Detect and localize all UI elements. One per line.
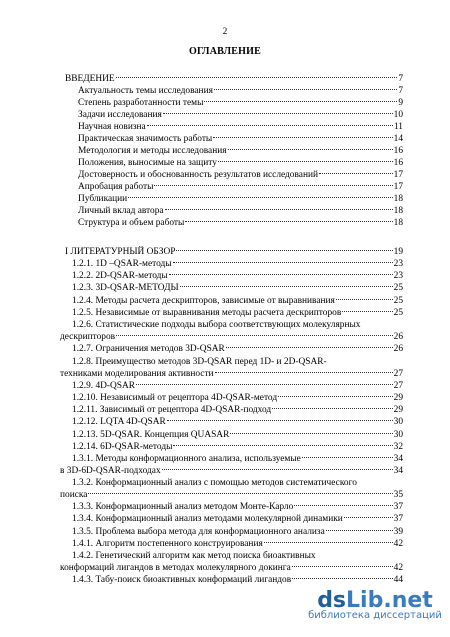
toc-entry-page: 14: [393, 134, 403, 144]
toc-entry-page: 44: [393, 575, 403, 585]
toc-entry-title: 1.2.4. Методы расчета дескрипторов, зависимые от выравнивания: [72, 296, 335, 306]
dot-leader: [228, 149, 393, 150]
toc-entry-title: 1.3.5. Проблема выбора метода для конформационного анализа: [72, 527, 325, 537]
toc-entry-title: дескрипторов: [60, 332, 116, 342]
toc-entry[interactable]: [60, 465, 403, 477]
toc-entry-page: 7: [398, 74, 403, 84]
toc-entry[interactable]: [72, 380, 403, 392]
toc-entry-title: Задачи исследования: [78, 110, 162, 120]
dot-leader: [294, 505, 392, 506]
watermark-subtitle: библиотека диссертаций: [308, 610, 442, 621]
dot-leader: [215, 372, 393, 373]
toc-entry[interactable]: [60, 331, 403, 343]
toc-entry-page: 10: [393, 110, 403, 120]
toc-entry[interactable]: [72, 282, 403, 294]
toc-entry-title: Методология и методы исследования: [78, 146, 227, 156]
dot-leader: [302, 457, 393, 458]
toc-entry-title: Степень разработанности темы: [78, 98, 204, 108]
toc-entry[interactable]: [78, 97, 403, 109]
toc-entry-line: 1.2.6. Статистические подходы выбора соответствующих молекулярных: [72, 320, 361, 330]
toc-entry-title: Научная новизна: [78, 122, 146, 132]
toc-entry-page: 25: [393, 296, 403, 306]
toc-title: ОГЛАВЛЕНИЕ: [189, 46, 261, 57]
toc-entry[interactable]: [72, 258, 403, 270]
toc-entry-page: 17: [393, 170, 403, 180]
toc-entry-page: 39: [393, 527, 403, 537]
dot-leader: [128, 197, 392, 198]
toc-entry-page: 23: [393, 271, 403, 281]
toc-entry-title: 1.2.1. 1D –QSAR-методы: [72, 259, 172, 269]
watermark-logo-prefix: ds: [317, 588, 347, 613]
toc-entry-title: 1.3.3. Конформационный анализ методом Монте-Карло: [72, 502, 294, 512]
toc-entry[interactable]: [72, 526, 403, 538]
toc-entry[interactable]: [78, 133, 403, 145]
dot-leader: [169, 274, 393, 275]
toc-entry-page: 26: [393, 344, 403, 354]
toc-entry-title: Структура и объем работы: [78, 218, 185, 228]
dot-leader: [163, 113, 393, 114]
dot-leader: [292, 578, 392, 579]
toc-entry-title: 1.2.12. LQTA 4D-QSAR: [72, 417, 166, 427]
toc-entry-page: 18: [393, 194, 403, 204]
dot-leader: [214, 89, 397, 90]
toc-entry-title: 1.2.10. Независимый от рецептора 4D-QSAR-метод: [72, 393, 278, 403]
dot-leader: [278, 396, 393, 397]
toc-entry[interactable]: [72, 538, 403, 550]
toc-entry[interactable]: [65, 246, 403, 258]
toc-entry-title: 1.2.5. Независимые от выравнивания методы расчета дескрипторов: [72, 308, 342, 318]
toc-entry-page: 29: [393, 405, 403, 415]
toc-entry-page: 19: [393, 247, 403, 257]
dot-leader: [292, 566, 393, 567]
toc-entry[interactable]: [60, 562, 403, 574]
toc-entry-title: I ЛИТЕРАТУРНЫЙ ОБЗОР: [65, 247, 176, 257]
toc-entry-line: 1.4.2. Генетический алгоритм как метод поиска биоактивных: [72, 551, 316, 561]
dot-leader: [204, 101, 397, 102]
toc-entry[interactable]: [72, 416, 403, 428]
toc-entry-title: Актуальность темы исследования: [78, 86, 213, 96]
toc-entry-page: 18: [393, 218, 403, 228]
toc-entry-page: 11: [393, 122, 403, 132]
toc-entry-title: Личный вклад автора: [78, 206, 164, 216]
toc-entry-page: 16: [393, 158, 403, 168]
toc-entry-page: 37: [393, 514, 403, 524]
toc-entry-page: 9: [398, 98, 403, 108]
toc-entry-page: 23: [393, 259, 403, 269]
toc-entry[interactable]: [72, 429, 403, 441]
dot-leader: [154, 185, 392, 186]
toc-entry-title: Практическая значимость работы: [78, 134, 213, 144]
toc-entry[interactable]: [72, 513, 403, 525]
toc-entry-title: 1.2.3. 3D-QSAR-МЕТОДЫ: [72, 283, 179, 293]
toc-entry-page: 7: [398, 86, 403, 96]
toc-entry[interactable]: [78, 193, 403, 205]
page-number: 2: [222, 26, 228, 36]
toc-entry-page: 35: [393, 490, 403, 500]
toc-entry-page: 42: [393, 563, 403, 573]
toc-entry[interactable]: [78, 157, 403, 169]
toc-entry-title: 1.2.2. 2D-QSAR-методы: [72, 271, 168, 281]
toc-entry-title: в 3D-6D-QSAR-подходах: [60, 466, 161, 476]
toc-entry-title: Достоверность и обоснованность результатов исследований: [78, 170, 319, 180]
toc-entry-line: 1.3.2. Конформационный анализ с помощью методов систематического: [72, 478, 357, 488]
toc-entry-page: 42: [393, 539, 403, 549]
toc-entry[interactable]: [72, 343, 403, 355]
dot-leader: [116, 77, 398, 78]
toc-entry-title: Положения, выносимые на защиту: [78, 158, 217, 168]
toc-entry-title: 1.2.14. 6D-QSAR-методы: [72, 442, 173, 452]
toc-entry-title: техниками моделирования активности: [60, 369, 214, 379]
toc-entry-title: 1.2.11. Зависимый от рецептора 4D-QSAR-подход: [72, 405, 272, 415]
dot-leader: [326, 530, 393, 531]
toc-entry-page: 18: [393, 206, 403, 216]
dot-leader: [218, 161, 393, 162]
toc-entry[interactable]: [78, 121, 403, 133]
toc-entry[interactable]: [72, 574, 403, 586]
toc-entry-title: конформаций лигандов в методах молекулярного докинга: [60, 563, 291, 573]
toc-entry[interactable]: [78, 205, 403, 217]
dot-leader: [272, 408, 392, 409]
toc-entry-title: поиска: [60, 490, 88, 500]
dot-leader: [264, 542, 393, 543]
toc-entry[interactable]: [78, 169, 403, 181]
toc-entry[interactable]: [78, 85, 403, 97]
toc-entry[interactable]: [72, 295, 403, 307]
toc-entry-title: Публикации: [78, 194, 128, 204]
toc-entry-title: 1.2.9. 4D-QSAR: [72, 381, 136, 391]
dot-leader: [180, 286, 393, 287]
watermark-logo-suffix: Lib.net: [346, 588, 433, 613]
dot-leader: [136, 384, 393, 385]
toc-entry-page: 29: [393, 393, 403, 403]
toc-entry-title: 1.3.1. Методы конформационного анализа, используемые: [72, 454, 301, 464]
dot-leader: [185, 221, 392, 222]
dot-leader: [176, 250, 392, 251]
toc-entry-page: 34: [393, 454, 403, 464]
toc-entry-page: 26: [393, 332, 403, 342]
toc-entry[interactable]: [72, 441, 403, 453]
toc-entry[interactable]: [78, 109, 403, 121]
toc-entry-page: 27: [393, 369, 403, 379]
dot-leader: [167, 420, 393, 421]
toc-entry-page: 16: [393, 146, 403, 156]
toc-entry[interactable]: [78, 181, 403, 193]
dot-leader: [165, 209, 393, 210]
watermark: [300, 588, 450, 637]
dot-leader: [226, 347, 393, 348]
toc-entry[interactable]: [72, 270, 403, 282]
dot-leader: [116, 335, 393, 336]
toc-entry-title: ВВЕДЕНИЕ: [65, 74, 115, 84]
toc-entry-line: 1.2.8. Преимущество методов 3D-QSAR перед 1D- и 2D-QSAR-: [72, 357, 327, 367]
dot-leader: [230, 433, 392, 434]
toc-entry[interactable]: [78, 217, 403, 229]
toc-entry[interactable]: [60, 368, 403, 380]
dot-leader: [342, 311, 392, 312]
toc-entry-page: 25: [393, 283, 403, 293]
toc-entry[interactable]: [72, 392, 403, 404]
dot-leader: [88, 493, 392, 494]
dot-leader: [173, 445, 392, 446]
toc-entry[interactable]: [72, 453, 403, 465]
toc-entry-title: 1.2.7. Ограничения методов 3D-QSAR: [72, 344, 225, 354]
toc-entry-page: 37: [393, 502, 403, 512]
toc-entry-page: 30: [393, 417, 403, 427]
toc-entry[interactable]: [78, 145, 403, 157]
dot-leader: [147, 125, 393, 126]
toc-entry-page: 32: [393, 442, 403, 452]
dot-leader: [344, 517, 393, 518]
toc-entry-page: 30: [393, 430, 403, 440]
toc-entry-title: 1.3.4. Конформационный анализ методами молекулярной динамики: [72, 514, 343, 524]
toc-entry-page: 25: [393, 308, 403, 318]
dot-leader: [173, 262, 393, 263]
toc-entry-title: 1.4.3. Табу-поиск биоактивных конформаций лигандов: [72, 575, 292, 585]
toc-entry[interactable]: [60, 489, 403, 501]
dot-leader: [213, 137, 392, 138]
toc-entry-page: 17: [393, 182, 403, 192]
toc-entry[interactable]: [72, 404, 403, 416]
toc-entry-title: 1.4.1. Алгоритм постепенного конструирования: [72, 539, 263, 549]
toc-entry-page: 34: [393, 466, 403, 476]
toc-entry-page: 27: [393, 381, 403, 391]
dot-leader: [336, 299, 393, 300]
dot-leader: [162, 469, 393, 470]
toc-entry-title: Апробация работы: [78, 182, 154, 192]
toc-entry-title: 1.2.13. 5D-QSAR. Концепция QUASAR: [72, 430, 230, 440]
toc-entry[interactable]: [72, 307, 403, 319]
dot-leader: [319, 173, 393, 174]
toc-entry[interactable]: [72, 501, 403, 513]
toc-entry[interactable]: [65, 73, 403, 85]
